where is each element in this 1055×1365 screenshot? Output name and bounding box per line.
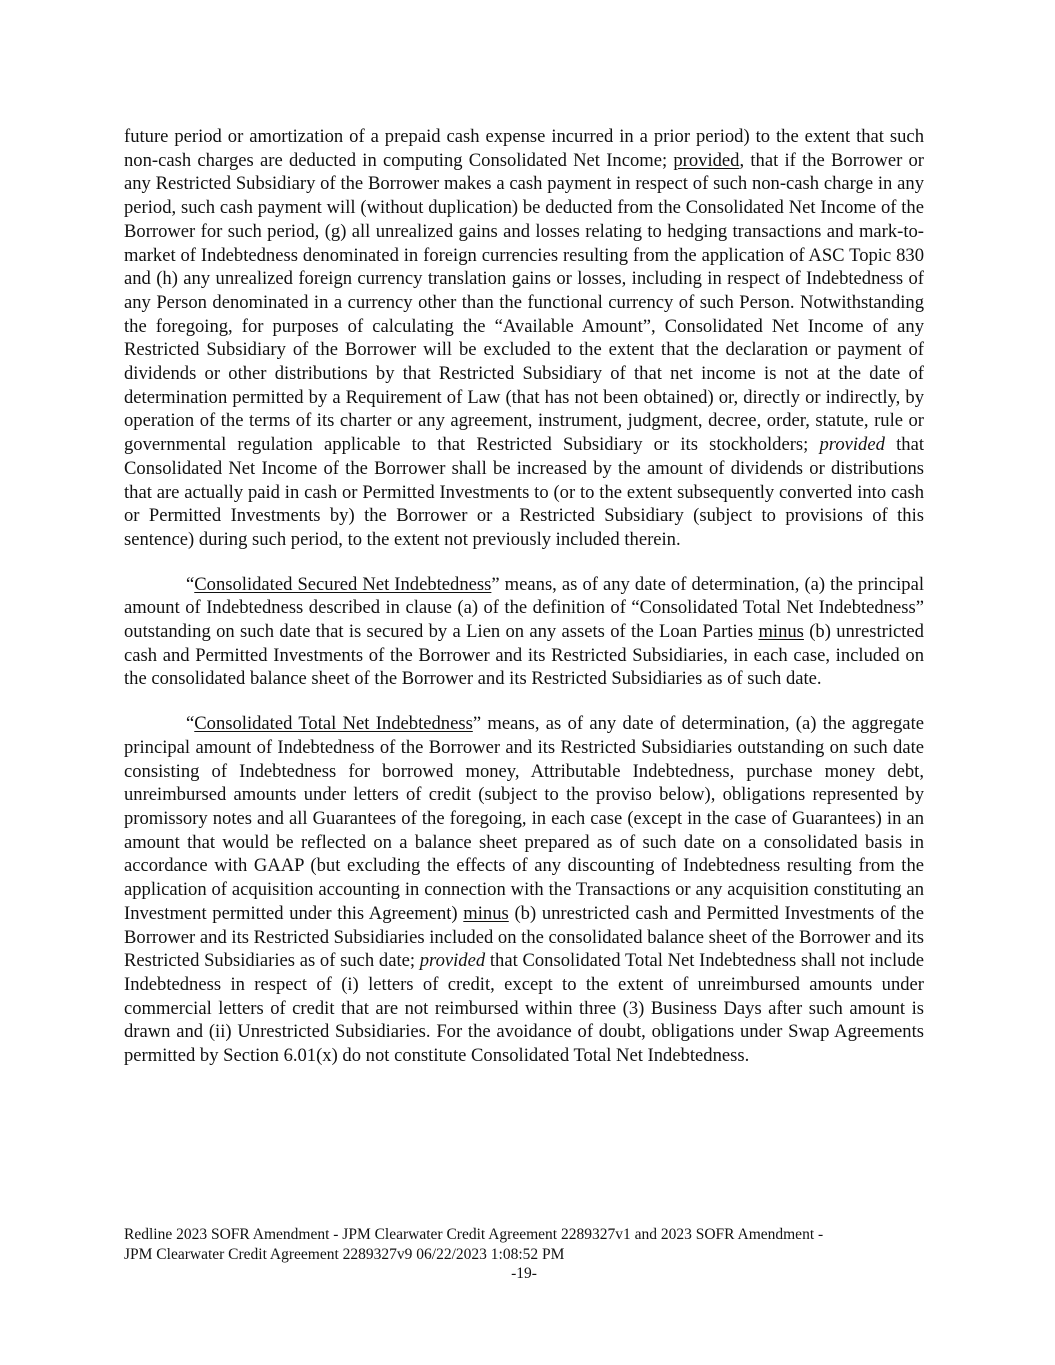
provided-italic: provided bbox=[819, 434, 885, 456]
paragraph-net-income-continuation bbox=[124, 125, 924, 552]
defined-term: Consolidated Total Net Indebtedness bbox=[194, 713, 473, 735]
open-quote: “ bbox=[186, 573, 195, 595]
document-body bbox=[124, 125, 924, 1089]
defined-term: Consolidated Secured Net Indebtedness bbox=[194, 573, 492, 595]
para3-text-c: that Consolidated Total Net Indebtedness shall not include Indebtedness in respect of (i) letters of credit, except to the extent of unreimbursed amounts under commercial letters of credit that are not reimbursed within three (3) Business Days after such amount is drawn and (ii) Unrestricted Subsidiaries. For the avoidance of doubt, obligations under Swap Agreements permitted by Section 6.01(x) do not constitute Consolidated Total Net Indebtedness. bbox=[124, 950, 924, 1067]
footer-line-1: Redline 2023 SOFR Amendment - JPM Clearwater Credit Agreement 2289327v1 and 2023 SOFR Amendment - bbox=[124, 1226, 824, 1243]
para1-text-a: future period or amortization of a prepaid cash expense incurred in a prior period) to the extent that such non-cash charges are deducted in computing Consolidated Net Income; bbox=[124, 126, 924, 171]
definition-consolidated-secured-net-indebtedness bbox=[124, 573, 924, 692]
footer-line-2: JPM Clearwater Credit Agreement 2289327v9 06/22/2023 1:08:52 PM bbox=[124, 1245, 565, 1263]
provided-italic: provided bbox=[419, 950, 486, 972]
provided-term: provided bbox=[673, 149, 740, 171]
open-quote: “ bbox=[186, 713, 195, 735]
definition-consolidated-total-net-indebtedness bbox=[124, 712, 924, 1068]
para3-text-b: (b) unrestricted cash and Permitted Investments of the Borrower and its Restricted Subsidiaries included on the consolidated balance sheet of the Borrower and its Restricted Subsidiaries as of such date; bbox=[124, 902, 924, 972]
minus-term: minus bbox=[463, 902, 509, 924]
para2-text-b: (b) unrestricted cash and Permitted Investments of the Borrower and its Restricted Subsidiaries, in each case, included on the consolidated balance sheet of the Borrower and its Restricted Subsidiaries as of such date. bbox=[124, 621, 924, 690]
page-number: -19- bbox=[511, 1265, 537, 1282]
para2-text-a: ” means, as of any date of determination, (a) the principal amount of Indebtedness described in clause (a) of the definition of “Consolidated Total Net Indebtedness” outstanding on such date that is secured by a Lien on any assets of the Loan Parties bbox=[124, 573, 924, 643]
para3-text-a: ” means, as of any date of determination, (a) the aggregate principal amount of Indebtedness of the Borrower and its Restricted Subsidiaries outstanding on such date consisting of Indebtedness for borrowed money, Attributable Indebtedness, purchase money debt, unreimbursed amounts under letters of credit (subject to the proviso below), obligations represented by promissory notes and all Guarantees of the foregoing, in each case (except in the case of Guarantees) in an amount that would be reflected on a balance sheet prepared as of such date on a consolidated basis in accordance with GAAP (but excluding the effects of any discounting of Indebtedness resulting from the application of acquisition accounting in connection with the Transactions or any acquisition constituting an Investment permitted under this Agreement) bbox=[124, 713, 924, 924]
para1-text-c: that Consolidated Net Income of the Borrower shall be increased by the amount of dividends or distributions that are actually paid in cash or Permitted Investments to (or to the extent subsequently converted into cash or Permitted Investments by) the Borrower or a Restricted Subsidiary (subject to provisions of this sentence) during such period, to the extent not previously included therein. bbox=[124, 434, 924, 550]
para1-text-b: , that if the Borrower or any Restricted Subsidiary of the Borrower makes a cash payment in respect of such non-cash charge in any period, such cash payment will (without duplication) be deducted from the Consolidated Net Income of the Borrower for such period, (g) all unrealized gains and losses relating to hedging transactions and mark-to-market of Indebtedness denominated in foreign currencies resulting from the application of ASC Topic 830 and (h) any unrealized foreign currency translation gains or losses, including in respect of Indebtedness of any Person denominated in a currency other than the functional currency of such Person. Notwithstanding the foregoing, for purposes of calculating the “Available Amount”, Consolidated Net Income of any Restricted Subsidiary of the Borrower will be excluded to the extent that the declaration or payment of dividends or other distributions by that Restricted Subsidiary of that net income is not at the date of determination permitted by a Requirement of Law (that has not been obtained) or, directly or indirectly, by operation of the terms of its charter or any agreement, instrument, judgment, decree, order, statute, rule or governmental regulation applicable to that Restricted Subsidiary or its stockholders; bbox=[124, 149, 924, 456]
minus-term: minus bbox=[758, 621, 804, 643]
page-footer bbox=[124, 1225, 924, 1284]
